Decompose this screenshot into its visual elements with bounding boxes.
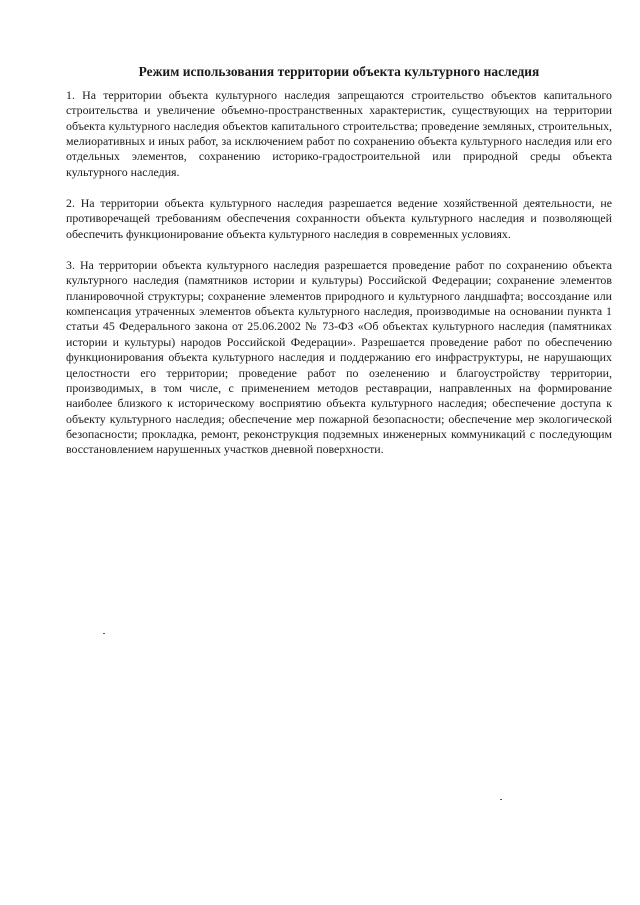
document-title: Режим использования территории объекта культурного наследия <box>138 64 540 79</box>
scan-speck <box>500 799 502 800</box>
scan-speck <box>103 633 105 634</box>
paragraph-1: 1. На территории объекта культурного наследия запрещаются строительство объектов капитального строительства и увеличение объемно-пространственных характеристик, существующих на территории объекта культурного наследия объектов капитального строительства; проведение земляных, строительных, мелиоративных и иных работ, за исключением работ по сохранению объекта культурного наследия или его отдельных элементов, сохранению историко-градостроительной или природной среды объекта культурного наследия. <box>66 88 612 179</box>
paragraph-2: 2. На территории объекта культурного наследия разрешается ведение хозяйственной деятельности, не противоречащей требованиям обеспечения сохранности объекта культурного наследия и позволяющей обеспечить функционирование объекта культурного наследия в современных условиях. <box>66 196 612 241</box>
paragraph-3: 3. На территории объекта культурного наследия разрешается проведение работ по сохранению объекта культурного наследия (памятников истории и культуры) Российской Федерации; сохранение элементов планировочной структуры; сохранение элементов природного и культурного ландшафта; воссоздание или компенсация утраченных элементов объекта культурного наследия, производимые на основании пункта 1 статьи 45 Федерального закона от 25.06.2002 № 73-ФЗ «Об объектах культурного наследия (памятниках истории и культуры) народов Российской Федерации». Разрешается проведение работ по обеспечению функционирования объекта культурного наследия и поддержанию его инфраструктуры, не нарушающих целостности его территории; проведение работ по озеленению и благоустройству территории, производимых, в том числе, с применением методов реставрации, направленных на формирование наиболее близкого к историческому восприятию объекта культурного наследия; обеспечение доступа к объекту культурного наследия; обеспечение мер пожарной безопасности; обеспечение мер экологической безопасности; прокладка, ремонт, реконструкция подземных инженерных коммуникаций с последующим восстановлением нарушенных участков дневной поверхности. <box>66 258 612 457</box>
